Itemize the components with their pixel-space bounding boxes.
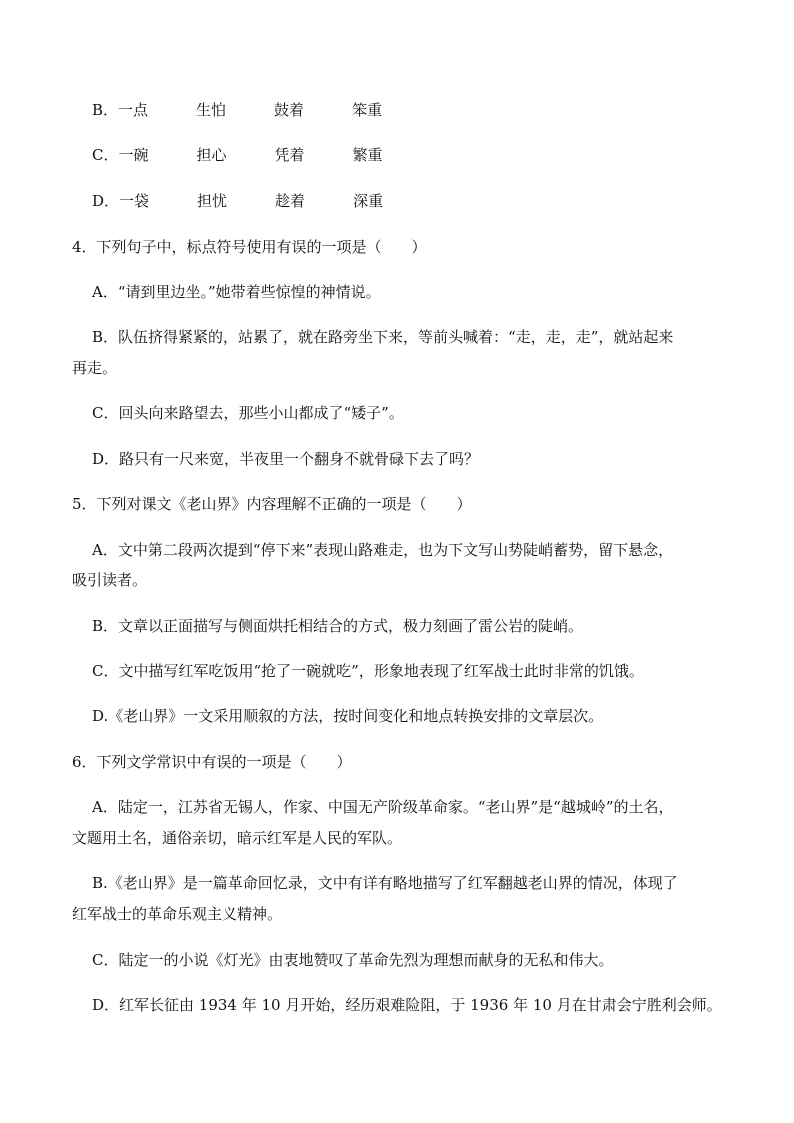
q3-option-d-word1: D．一袋 [92,192,150,210]
q3-option-d [92,191,383,211]
q5-option-d: D.《老山界》一文采用顺叙的方法，按时间变化和地点转换安排的文章层次。 [92,707,604,725]
q4-option-b-line1: B．队伍挤得紧紧的，站累了，就在路旁坐下来，等前头喊着：“走，走，走”，就站起来 [92,328,674,346]
q3-option-c-word1: C．一碗 [92,146,149,164]
q3-option-c-word4: 繁重 [352,146,383,164]
q6-option-a-line2: 文题用土名，通俗亲切，暗示红军是人民的军队。 [72,829,403,847]
q3-option-d-word3: 趁着 [275,192,306,210]
q6-option-b-line1: B.《老山界》是一篇革命回忆录，文中有详有略地描写了红军翻越老山界的情况，体现了 [92,874,678,892]
q3-option-b-word2: 生怕 [196,101,227,119]
q6-stem: 6．下列文学常识中有误的一项是（ ） [72,753,352,771]
q4-stem: 4．下列句子中，标点符号使用有误的一项是（ ） [72,238,427,256]
q6-option-b-line2: 红军战士的革命乐观主义精神。 [72,905,283,923]
q6-option-a-line1: A．陆定一，江苏省无锡人，作家、中国无产阶级革命家。“老山界”是“越城岭”的土名， [92,798,674,816]
q6-option-d: D．红军长征由 1934 年 10 月开始，经历艰难险阻，于 1936 年 10 月在甘肃会宁胜利会师。 [92,996,722,1014]
q3-option-b-word1: B．一点 [92,101,149,119]
q4-option-a: A．“请到里边坐。”她带着些惊惶的神情说。 [92,283,381,301]
q3-option-b-word4: 笨重 [352,101,383,119]
q3-option-c [92,145,383,165]
q5-option-b: B．文章以正面描写与侧面烘托相结合的方式，极力刻画了雷公岩的陡峭。 [92,617,584,635]
q3-option-b [92,100,382,120]
q3-option-c-word2: 担心 [196,146,227,164]
q3-option-d-word2: 担忧 [197,192,228,210]
q3-option-c-word3: 凭着 [274,146,305,164]
q4-option-b-line2: 再走。 [72,359,118,377]
q5-stem: 5．下列对课文《老山界》内容理解不正确的一项是（ ） [72,495,472,513]
q6-option-c: C．陆定一的小说《灯光》由衷地赞叹了革命先烈为理想而献身的无私和伟大。 [92,951,614,969]
q5-option-a-line1: A．文中第二段两次提到“停下来”表现山路难走，也为下文写山势陡峭蓄势，留下悬念， [92,541,674,559]
q3-option-d-word4: 深重 [353,192,384,210]
q3-option-b-word3: 鼓着 [274,101,305,119]
q4-option-d: D．路只有一尺来宽，半夜里一个翻身不就骨碌下去了吗？ [92,450,480,468]
q5-option-c: C．文中描写红军吃饭用“抢了一碗就吃”，形象地表现了红军战士此时非常的饥饿。 [92,662,644,680]
q5-option-a-line2: 吸引读者。 [72,571,148,589]
q4-option-c: C．回头向来路望去，那些小山都成了“矮子”。 [92,404,404,422]
